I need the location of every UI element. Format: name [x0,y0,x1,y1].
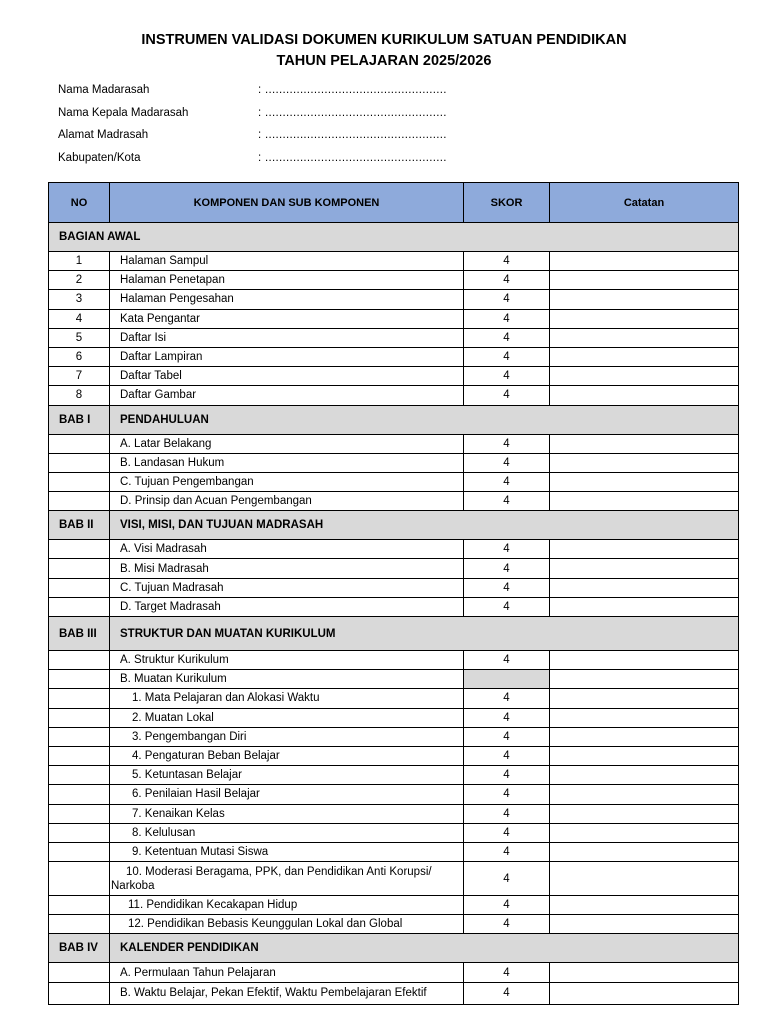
row-name: Daftar Isi [110,328,464,347]
row-skor: 4 [464,915,550,934]
row-catatan [550,328,739,347]
row-skor: 4 [464,823,550,842]
row-no: 4 [49,309,110,328]
row-name: Daftar Gambar [110,386,464,405]
row-name: Halaman Pengesahan [110,290,464,309]
row-no [49,453,110,472]
row-name: Daftar Tabel [110,367,464,386]
row-skor: 4 [464,271,550,290]
row-skor: 4 [464,597,550,616]
section-code: BAB III [49,617,110,651]
row-catatan [550,670,739,689]
row-catatan [550,766,739,785]
row-name: 5. Ketuntasan Belajar [110,766,464,785]
row-name: Kata Pengantar [110,309,464,328]
table-row [49,982,739,1004]
row-no [49,804,110,823]
table-row [49,271,739,290]
table-row [49,386,739,405]
section-bagian-awal [49,223,739,252]
row-name: 12. Pendidikan Bebasis Keunggulan Lokal dan Global [110,915,464,934]
row-no [49,963,110,982]
table-row [49,434,739,453]
row-catatan [550,785,739,804]
row-skor: 4 [464,896,550,915]
row-catatan [550,651,739,670]
row-name: D. Prinsip dan Acuan Pengembangan [110,492,464,511]
row-name: 2. Muatan Lokal [110,708,464,727]
section-title: KALENDER PENDIDIKAN [110,934,739,963]
row-catatan [550,862,739,896]
row-skor: 4 [464,842,550,861]
row-skor: 4 [464,766,550,785]
row-catatan [550,492,739,511]
row-catatan [550,578,739,597]
row-skor: 4 [464,328,550,347]
row-name: 3. Pengembangan Diri [110,727,464,746]
row-catatan [550,689,739,708]
row-catatan [550,540,739,559]
row-skor: 4 [464,492,550,511]
row-no [49,746,110,765]
row-name: B. Waktu Belajar, Pekan Efektif, Waktu Pembelajaran Efektif [110,982,464,1004]
table-row [49,842,739,861]
row-skor: 4 [464,804,550,823]
section-code: BAB IV [49,934,110,963]
table-row [49,689,739,708]
table-header-row [49,183,739,223]
row-name: B. Muatan Kurikulum [110,670,464,689]
table-row [49,804,739,823]
table-row [49,727,739,746]
table-row [49,963,739,982]
table-row [49,290,739,309]
row-skor [464,670,550,689]
table-row [49,367,739,386]
section-bab-1 [49,405,739,434]
row-name: C. Tujuan Madrasah [110,578,464,597]
row-skor: 4 [464,540,550,559]
section-title: VISI, MISI, DAN TUJUAN MADRASAH [110,511,739,540]
row-no [49,472,110,491]
row-no: 2 [49,271,110,290]
row-catatan [550,727,739,746]
section-code: BAB II [49,511,110,540]
row-no: 6 [49,347,110,366]
row-name: 9. Ketentuan Mutasi Siswa [110,842,464,861]
table-row [49,472,739,491]
header-catatan: Catatan [550,183,739,223]
row-no [49,434,110,453]
row-catatan [550,309,739,328]
row-catatan [550,271,739,290]
row-skor: 4 [464,982,550,1004]
row-skor: 4 [464,689,550,708]
document-subtitle: TAHUN PELAJARAN 2025/2026 [276,53,492,69]
table-row [49,708,739,727]
section-bab-3 [49,617,739,651]
table-row [49,670,739,689]
section-bab-2 [49,511,739,540]
row-name: C. Tujuan Pengembangan [110,472,464,491]
row-skor: 4 [464,309,550,328]
row-name: 7. Kenaikan Kelas [110,804,464,823]
row-no [49,727,110,746]
info-value: : .................................................... [258,129,447,141]
row-name: D. Target Madrasah [110,597,464,616]
table-row [49,453,739,472]
row-catatan [550,252,739,271]
table-row [49,492,739,511]
row-catatan [550,708,739,727]
table-row [49,347,739,366]
info-value: : .................................................... [258,152,447,164]
info-label: Alamat Madrasah [58,129,149,141]
row-no: 5 [49,328,110,347]
row-name: 6. Penilaian Hasil Belajar [110,785,464,804]
table-row [49,746,739,765]
row-catatan [550,434,739,453]
table-row [49,651,739,670]
validation-table [48,182,739,1005]
section-code: BAB I [49,405,110,434]
row-no [49,651,110,670]
row-name: Halaman Sampul [110,252,464,271]
row-catatan [550,842,739,861]
row-no: 1 [49,252,110,271]
row-name: A. Latar Belakang [110,434,464,453]
info-label: Nama Madarasah [58,84,150,96]
row-no [49,862,110,896]
row-catatan [550,746,739,765]
row-skor: 4 [464,252,550,271]
row-name: 4. Pengaturan Beban Belajar [110,746,464,765]
table-row [49,597,739,616]
row-no [49,492,110,511]
row-skor: 4 [464,746,550,765]
info-label: Nama Kepala Madarasah [58,107,189,119]
table-row [49,766,739,785]
row-skor: 4 [464,862,550,896]
row-catatan [550,982,739,1004]
row-name-line1: 10. Moderasi Beragama, PPK, dan Pendidikan Anti Korupsi/ [126,865,432,878]
table-row [49,823,739,842]
row-name [110,862,464,896]
row-catatan [550,963,739,982]
row-name: 8. Kelulusan [110,823,464,842]
row-skor: 4 [464,578,550,597]
section-title: PENDAHULUAN [110,405,739,434]
row-no [49,708,110,727]
row-skor: 4 [464,559,550,578]
header-skor: SKOR [464,183,550,223]
row-no [49,842,110,861]
row-name: Halaman Penetapan [110,271,464,290]
row-name: A. Struktur Kurikulum [110,651,464,670]
row-catatan [550,559,739,578]
row-no: 8 [49,386,110,405]
table-row [49,896,739,915]
row-catatan [550,386,739,405]
table-row [49,252,739,271]
table-row [49,540,739,559]
row-skor: 4 [464,708,550,727]
row-catatan [550,804,739,823]
row-no [49,766,110,785]
row-no [49,559,110,578]
row-skor: 4 [464,963,550,982]
row-catatan [550,896,739,915]
document-title: INSTRUMEN VALIDASI DOKUMEN KURIKULUM SATUAN PENDIDIKAN [141,32,627,48]
row-name: A. Visi Madrasah [110,540,464,559]
row-no: 3 [49,290,110,309]
row-skor: 4 [464,472,550,491]
table-row [49,785,739,804]
table-row [49,578,739,597]
row-no [49,823,110,842]
table-row [49,915,739,934]
row-skor: 4 [464,386,550,405]
row-skor: 4 [464,785,550,804]
row-catatan [550,472,739,491]
table-row [49,328,739,347]
row-name: Daftar Lampiran [110,347,464,366]
section-title: STRUKTUR DAN MUATAN KURIKULUM [110,617,739,651]
row-catatan [550,915,739,934]
row-no [49,670,110,689]
table-row [49,309,739,328]
section-bab-4 [49,934,739,963]
row-no [49,896,110,915]
row-skor: 4 [464,651,550,670]
row-catatan [550,367,739,386]
row-catatan [550,823,739,842]
row-skor: 4 [464,453,550,472]
row-name: B. Landasan Hukum [110,453,464,472]
header-no: NO [49,183,110,223]
row-no: 7 [49,367,110,386]
info-value: : .................................................... [258,107,447,119]
row-no [49,982,110,1004]
row-no [49,597,110,616]
row-name: A. Permulaan Tahun Pelajaran [110,963,464,982]
row-skor: 4 [464,434,550,453]
row-name: B. Misi Madrasah [110,559,464,578]
row-no [49,785,110,804]
row-no [49,578,110,597]
row-catatan [550,290,739,309]
row-skor: 4 [464,347,550,366]
header-komponen: KOMPONEN DAN SUB KOMPONEN [110,183,464,223]
row-skor: 4 [464,367,550,386]
section-title: BAGIAN AWAL [49,223,739,252]
info-value: : .................................................... [258,84,447,96]
row-no [49,540,110,559]
row-name: 11. Pendidikan Kecakapan Hidup [110,896,464,915]
row-skor: 4 [464,290,550,309]
table-row [49,862,739,896]
row-catatan [550,453,739,472]
table-row [49,559,739,578]
row-name: 1. Mata Pelajaran dan Alokasi Waktu [110,689,464,708]
row-skor: 4 [464,727,550,746]
row-catatan [550,347,739,366]
info-label: Kabupaten/Kota [58,152,141,164]
row-name-line2: Narkoba [111,879,155,892]
row-no [49,689,110,708]
row-catatan [550,597,739,616]
row-no [49,915,110,934]
